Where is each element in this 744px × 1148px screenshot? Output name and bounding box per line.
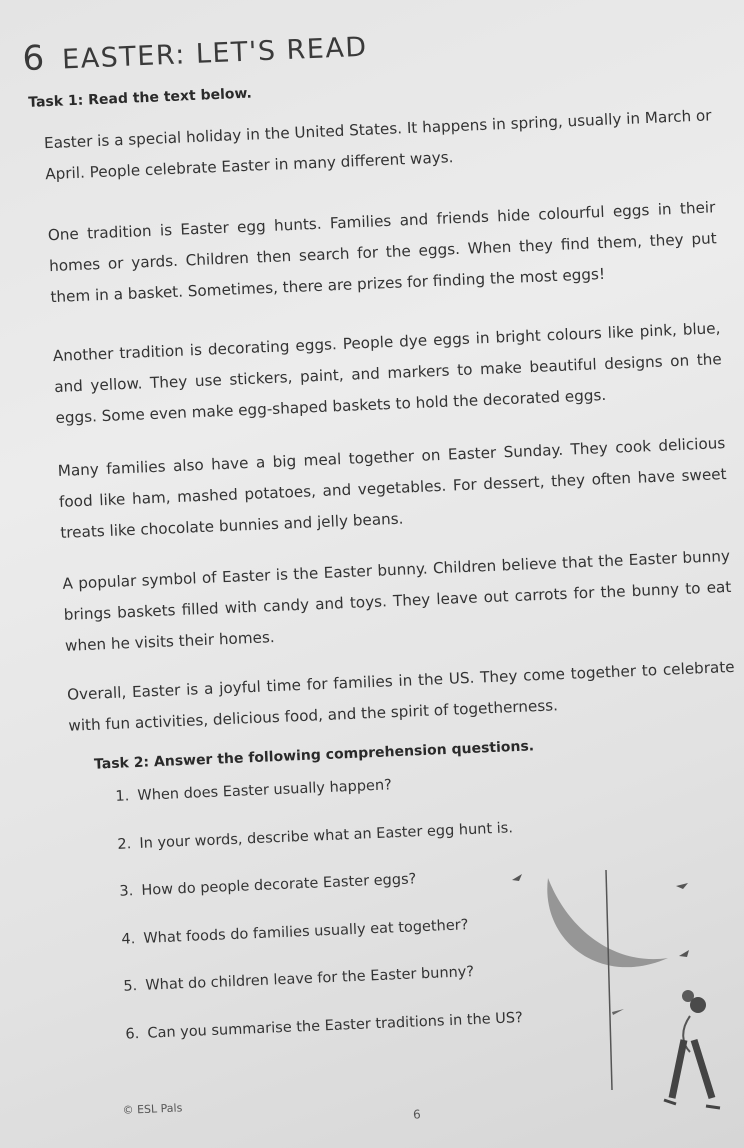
question-text: What do children leave for the Easter bunny? — [145, 964, 475, 994]
question-text: Can you summarise the Easter traditions in the US? — [147, 1009, 524, 1042]
question-text: When does Easter usually happen? — [137, 777, 393, 804]
page-title: EASTER: LET'S READ — [61, 31, 369, 76]
copyright-credit: © ESL Pals — [122, 1101, 183, 1117]
paragraph-4: Many families also have a big meal together on Easter Sunday. They cook delicious food like ham, mashed potatoes, and vegetables. For dessert, they often have sweet treats like chocolate bunnies and jelly beans. — [57, 434, 727, 542]
question-number: 5. — [123, 978, 138, 995]
question-text: How do people decorate Easter eggs? — [141, 871, 417, 899]
footer-page-number: 6 — [412, 1107, 421, 1122]
paragraph-1: Easter is a special holiday in the United States. It happens in spring, usually in March or April. People celebrate Easter in many different ways. — [43, 106, 712, 184]
task1-heading — [28, 86, 252, 111]
task1-instruction: Read the text below. — [87, 85, 253, 109]
paragraph-2: One tradition is Easter egg hunts. Families and friends hide colourful eggs in their homes or yards. Children then search for the eggs. When they find them, they put them in a basket. Sometimes, there are prizes for finding the most eggs! — [47, 198, 717, 307]
paragraph-6: Overall, Easter is a joyful time for families in the US. They come together to celebrate with fun activities, delicious food, and the spirit of togetherness. — [66, 657, 735, 735]
task2-label: Task 2: — [93, 754, 150, 773]
question-number: 4. — [121, 930, 136, 948]
question-number: 1. — [115, 788, 130, 805]
paragraph-3: Another tradition is decorating eggs. People dye eggs in bright colours like pink, blue, and yellow. They use stickers, paint, and markers to make beautiful designs on the eggs. Some even make egg-shaped baskets to hold the decorated eggs. — [52, 319, 723, 428]
paragraph-5: A popular symbol of Easter is the Easter bunny. Children believe that the Easter bunny brings baskets filled with candy and toys. They leave out carrots for the bunny to eat when he visits their homes. — [62, 546, 732, 655]
question-number: 3. — [119, 883, 134, 900]
question-number: 6. — [125, 1025, 140, 1043]
task1-label: Task 1: — [27, 92, 84, 111]
header — [22, 25, 369, 79]
question-text: What foods do families usually eat together? — [143, 916, 469, 947]
task2-heading — [94, 738, 535, 772]
task2-instruction: Answer the following comprehension questions. — [153, 738, 535, 771]
question-number: 2. — [117, 835, 132, 853]
question-list — [115, 772, 524, 1073]
question-text: In your words, describe what an Easter egg hunt is. — [139, 819, 514, 852]
page-number: 6 — [21, 38, 45, 80]
